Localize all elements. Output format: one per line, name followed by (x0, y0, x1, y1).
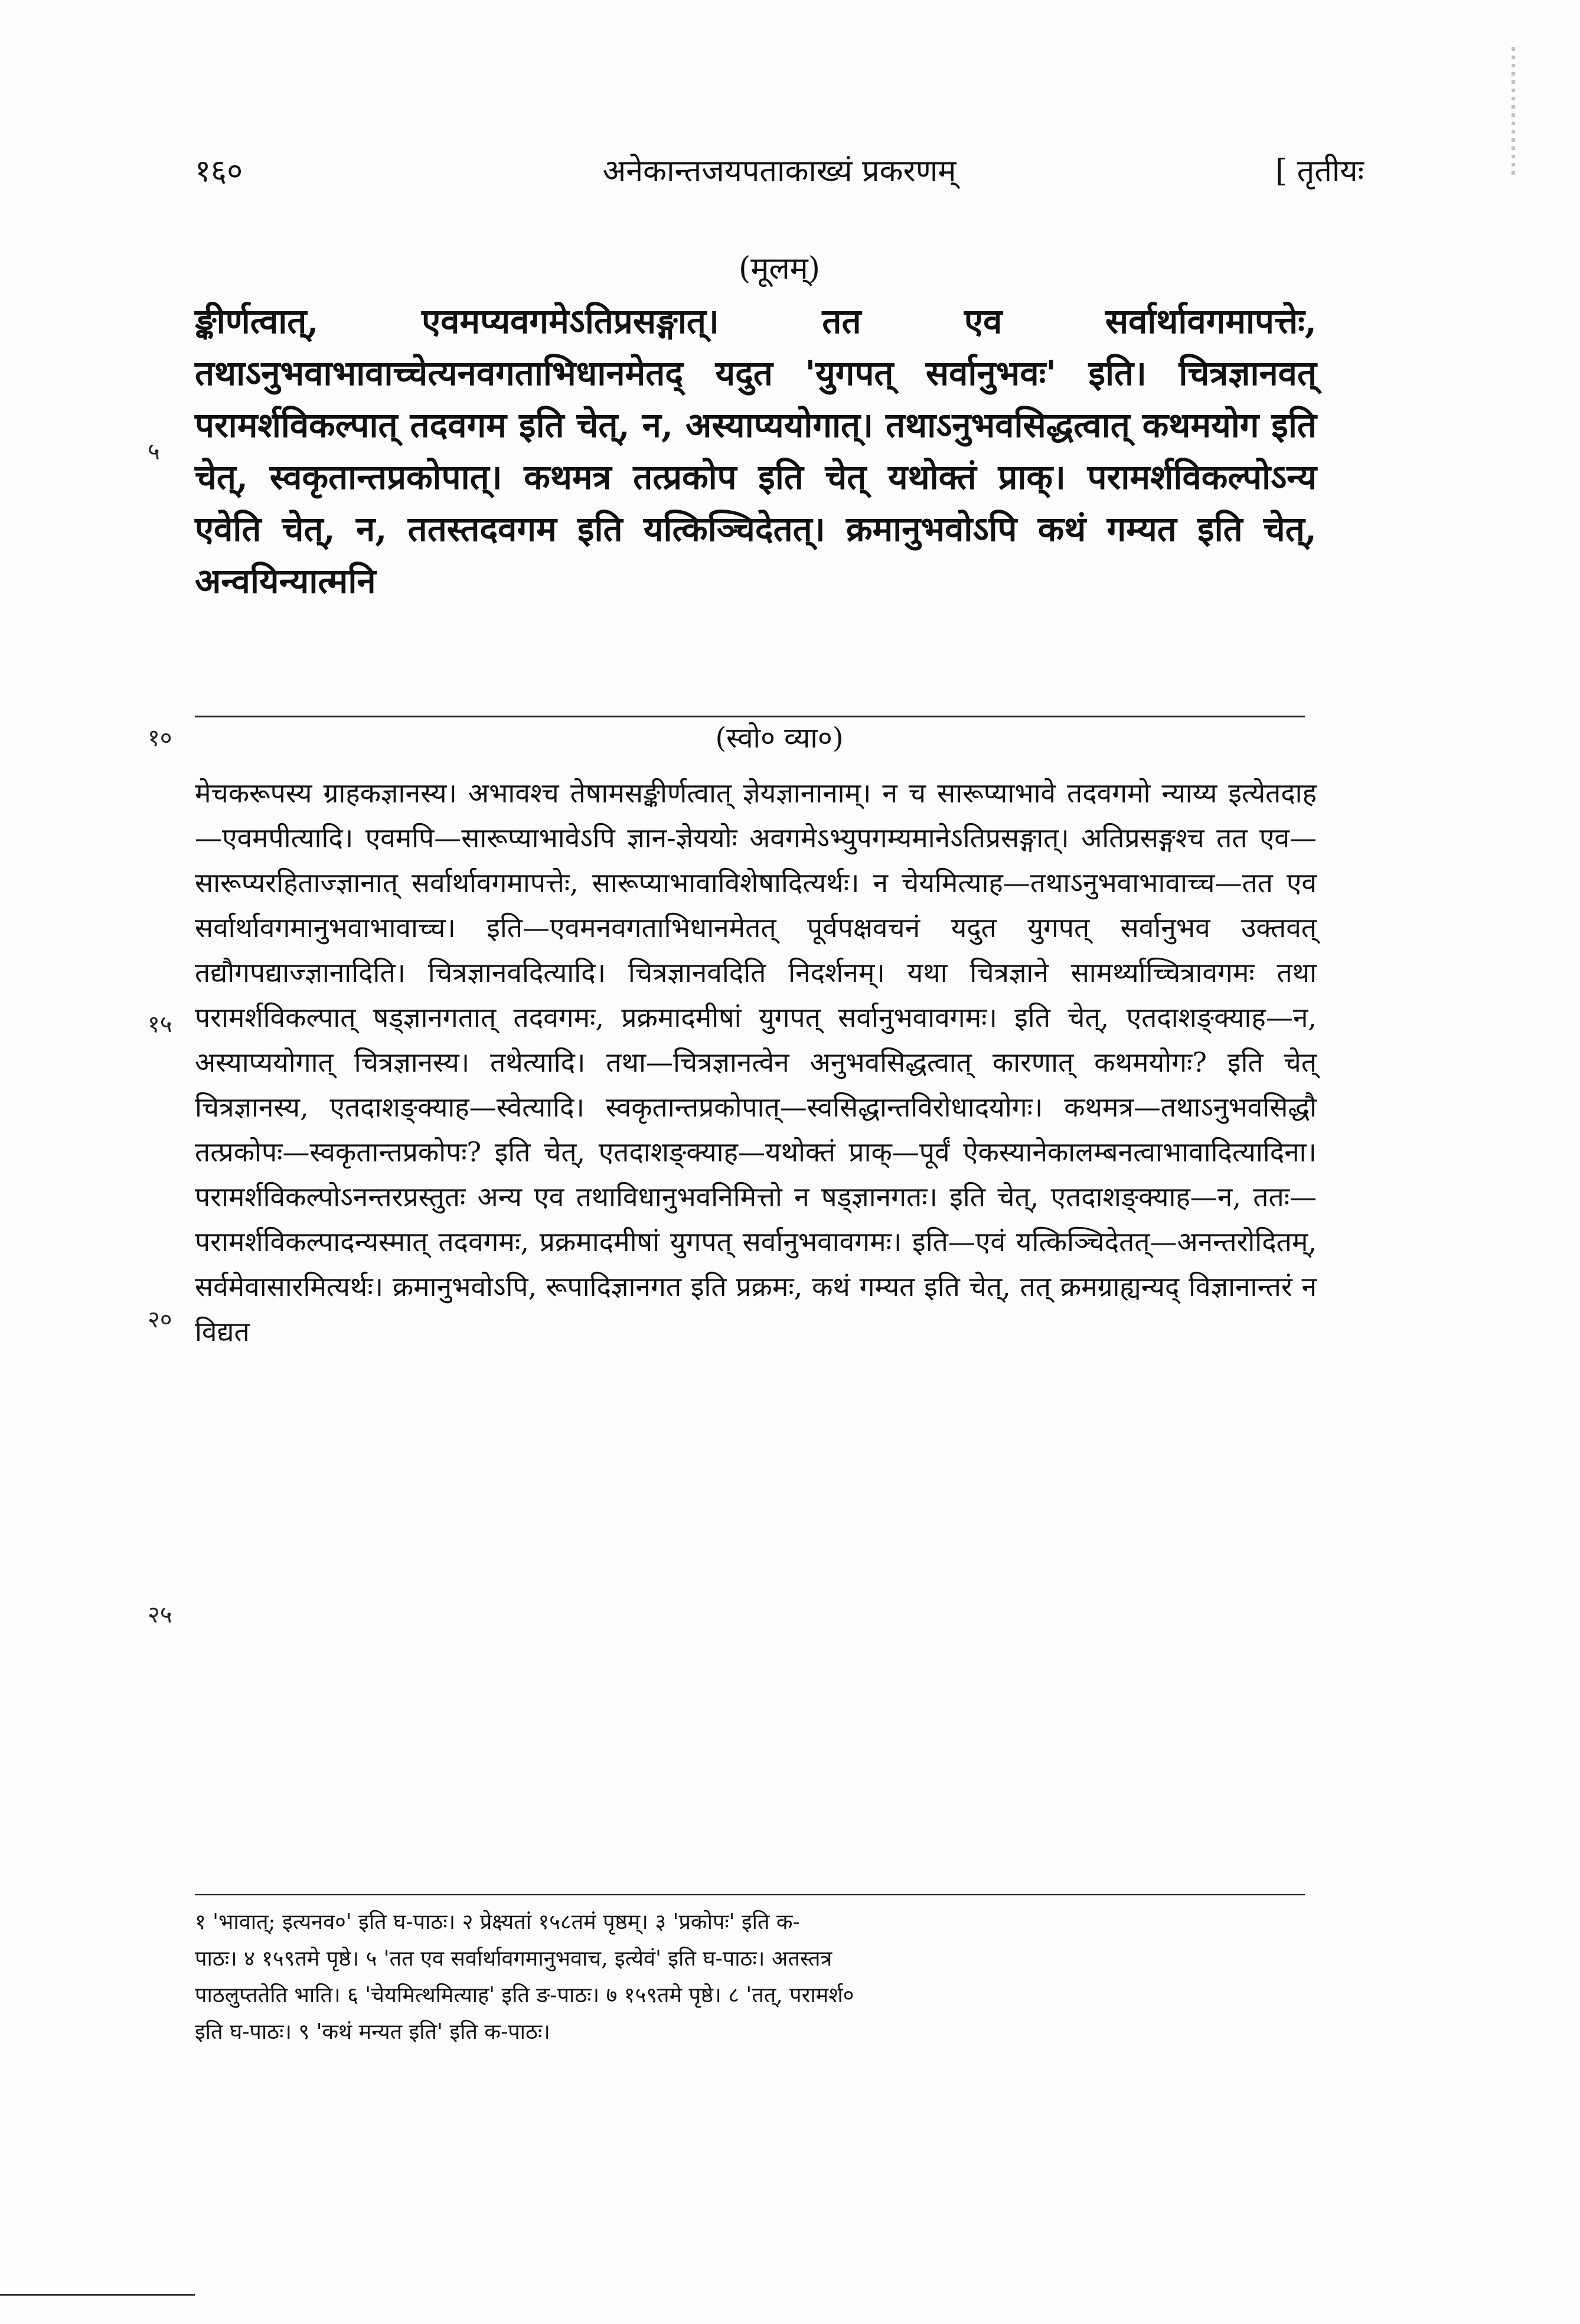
commentary-text-block (195, 771, 1317, 1354)
footnote-line: पाठलुप्ततेति भाति। ६ 'चेयमित्थमित्याह' इति ङ-पाठः। ७ १५९तमे पृष्ठे। ८ 'तत्, परामर्श० (195, 1983, 854, 2008)
line-number-10: १० (148, 724, 172, 752)
line-number-20: २० (148, 1306, 172, 1333)
line-number-5: ५ (148, 438, 160, 465)
footnotes-block (195, 1904, 1317, 2051)
footnote-line: इति घ-पाठः। ९ 'कथं मन्यत इति' इति क-पाठः। (195, 2020, 550, 2044)
line-number-15: १५ (148, 1011, 172, 1038)
mula-text-block (195, 295, 1317, 607)
bottom-edge-mark (0, 2294, 195, 2296)
commentary-paragraph: मेचकरूपस्य ग्राहकज्ञानस्य। अभावश्च तेषामसङ्कीर्णत्वात् ज्ञेयज्ञानानाम्। न च सारूप्याभावे तदवगमो न्याय्य इत्येतदाह—एवमपीत्यादि। एवमपि—सारूप्याभावेऽपि ज्ञान-ज्ञेययोः अवगमेऽभ्युपगम्यमानेऽतिप्रसङ्गात्। अतिप्रसङ्गश्च तत एव—सारूप्यरहिताज्ज्ञानात् सर्वार्थावगमापत्तेः, सारूप्याभावाविशेषादित्यर्थः। न चेयमित्याह—तथाऽनुभवाभावाच्च—तत एव सर्वार्थावगमानुभवाभावाच्च। इति—एवमनवगताभिधानमेतत् पूर्वपक्षवचनं यदुत युगपत् सर्वानुभव उक्तवत् तद्यौगपद्याज्ज्ञानादिति। चित्रज्ञानवदित्यादि। चित्रज्ञानवदिति निदर्शनम्। यथा चित्रज्ञाने सामर्थ्याच्चित्रावगमः तथा परामर्शविकल्पात् षड्ज्ञानगतात् तदवगमः, प्रक्रमादमीषां युगपत् सर्वानुभवावगमः। इति चेत्, एतदाशङ्क्याह—न, अस्याप्ययोगात् चित्रज्ञानस्य। तथेत्यादि। तथा—चित्रज्ञानत्वेन अनुभवसिद्धत्वात् कारणात् कथमयोगः? इति चेत् चित्रज्ञानस्य, एतदाशङ्क्याह—स्वेत्यादि। स्वकृतान्तप्रकोपात्—स्वसिद्धान्तविरोधादयोगः। कथमत्र—तथाऽनुभवसिद्धौ तत्प्रकोपः—स्वकृतान्तप्रकोपः? इति चेत्, एतदाशङ्क्याह—यथोक्तं प्राक्—पूर्वं ऐकस्यानेकालम्बनत्वाभावादित्यादिना। परामर्शविकल्पोऽनन्तरप्रस्तुतः अन्य एव तथाविधानुभवनिमित्तो न षड्ज्ञानगतः। इति चेत्, एतदाशङ्क्याह—न, ततः—परामर्शविकल्पादन्यस्मात् तदवगमः, प्रक्रमादमीषां युगपत् सर्वानुभवावगमः। इति—एवं यत्किञ्चिदेतत्—अनन्तरोदितम्, सर्वमेवासारमित्यर्थः। क्रमानुभवोऽपि, रूपादिज्ञानगत इति प्रक्रमः, कथं गम्यत इति चेत्, तत् क्रमग्राह्यन्यद् विज्ञानान्तरं न विद्यत (195, 777, 1317, 1347)
footnote-divider (195, 1894, 1305, 1895)
scan-edge-mark (1512, 47, 1515, 177)
running-head (195, 148, 1364, 195)
commentary-heading: (स्वो० व्या०) (715, 722, 844, 755)
mula-heading: (मूलम्) (738, 251, 821, 286)
mula-paragraph: ङ्कीर्णत्वात्, एवमप्यवगमेऽतिप्रसङ्गात्। तत एव सर्वार्थावगमापत्तेः, तथाऽनुभवाभावाच्चेत्यनवगताभिधानमेतद् यदुत 'युगपत् सर्वानुभवः' इति। चित्रज्ञानवत् परामर्शविकल्पात् तदवगम इति चेत्, न, अस्याप्ययोगात्। तथाऽनुभवसिद्धत्वात् कथमयोग इति चेत्, स्वकृतान्तप्रकोपात्। कथमत्र तत्प्रकोप इति चेत् यथोक्तं प्राक्। परामर्शविकल्पोऽन्य एवेति चेत्, न, ततस्तदवगम इति यत्किञ्चिदेतत्। क्रमानुभवोऽपि कथं गम्यत इति चेत्, अन्वयिन्यात्मनि (195, 301, 1317, 601)
chapter-label: [ तृतीयः (1275, 154, 1364, 189)
footnote-line: १ 'भावात्; इत्यनव०' इति घ-पाठः। २ प्रेक्ष्यतां १५८तमं पृष्ठम्। ३ 'प्रकोपः' इति क- (195, 1910, 800, 1934)
page-number: १६० (195, 154, 243, 189)
footnote-line: पाठः। ४ १५९तमे पृष्ठे। ५ 'तत एव सर्वार्थावगमानुभवाच, इत्येवं' इति घ-पाठः। अतस्तत्र (195, 1947, 833, 1971)
line-number-25: २५ (148, 1601, 172, 1628)
header-title: अनेकान्तजयपताकाख्यं प्रकरणम् (602, 154, 957, 189)
